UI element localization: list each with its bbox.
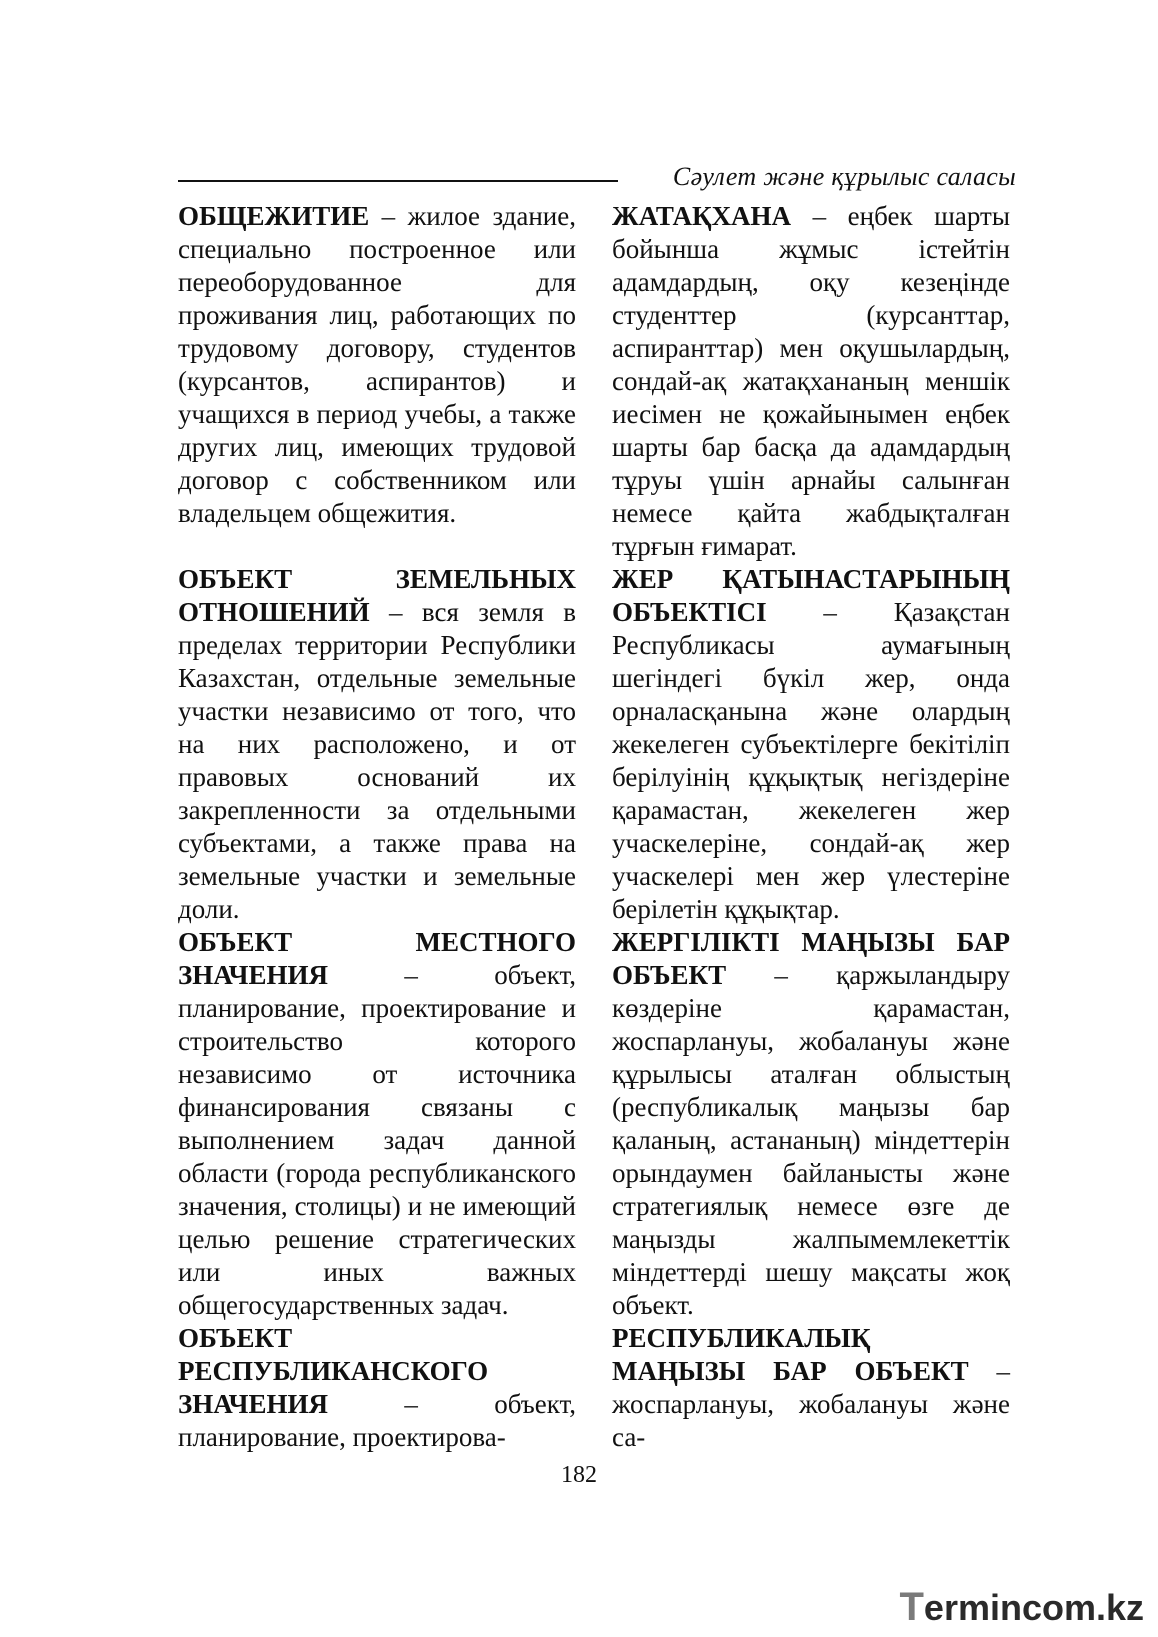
entry-definition: – Қазақстан Республикасы аумағының шегіндегі бүкіл жер, онда орналасқанына және олардың жекелеген субъектілерге бекітіліп берілуінің құқықтық негіздеріне қарамастан, жекелеген жер учаскелеріне, сондай-ақ жер учаскелері мен жер үлестеріне берілетін құқықтар.	[612, 597, 1010, 924]
dictionary-entry	[612, 563, 1010, 926]
dictionary-entry	[178, 200, 576, 530]
entry-definition: – жоспарлануы, жобалануы және са-	[612, 1356, 1010, 1452]
entry-term: ОБЩЕЖИТИЕ	[178, 201, 370, 231]
watermark-initial: T	[899, 1585, 924, 1629]
entry-definition: – вся земля в пределах территории Республики Казахстан, отдельные земельные участки независимо от того, что на них расположено, и от правовых оснований их закрепленности за отдельными субъектами, а также права на земельные участки и земельные доли.	[178, 597, 576, 924]
entry-definition: – қаржыландыру көздеріне қарамастан, жоспарлануы, жобалануы және құрылысы аталған облыстың (республикалық маңызы бар қаланың, астананың) міндеттерін орындаумен байланысты және стратегиялық немесе өзге де маңызды жалпымемлекеттік міндеттерді шешу мақсаты жоқ объект.	[612, 960, 1010, 1320]
header-rule	[178, 180, 618, 182]
entry-definition: – объект, планирование, проектирование и строительство которого независимо от источника финансирования связаны с выполнением задач данной области (города республиканского значения, столицы) и не имеющий целью решение стратегических или иных важных общегосударственных задач.	[178, 960, 576, 1320]
header-title: Сәулет және құрылыс саласы	[672, 162, 1016, 191]
entry-term: ЖАТАҚХАНА	[612, 201, 792, 231]
entry-definition: – объект, планирование, проектирова-	[178, 1389, 576, 1452]
dictionary-entry	[612, 1322, 1010, 1454]
watermark-logo	[899, 1585, 1144, 1630]
dictionary-entry	[612, 926, 1010, 1322]
entry-term: ОБЪЕКТ РЕСПУБЛИКАНСКОГО ЗНАЧЕНИЯ	[178, 1323, 489, 1419]
entry-definition: – еңбек шарты бойынша жұмыс істейтін адамдардың, оқу кезеңінде студенттер (курсанттар, аспиранттар) мен оқушылардың, сондай-ақ жатақхананың меншік иесімен не қожайынымен еңбек шарты бар басқа да адамдардың тұруы үшін арнайы салынған немесе қайта жабдықталған тұрғын ғимарат.	[612, 201, 1010, 561]
dictionary-entry	[178, 563, 576, 926]
entry-term: РЕСПУБЛИКАЛЫҚ МАҢЫЗЫ БАР ОБЪЕКТ	[612, 1323, 969, 1386]
left-column	[178, 200, 576, 1454]
dictionary-entry	[612, 200, 1010, 563]
entry-term: ЖЕРГІЛІКТІ МАҢЫЗЫ БАР ОБЪЕКТ	[612, 927, 1010, 990]
dictionary-entry	[178, 1322, 576, 1454]
entry-term: ЖЕР ҚАТЫНАСТАРЫНЫҢ ОБЪЕКТІСІ	[612, 564, 1010, 627]
watermark-text: ermincom.kz	[923, 1587, 1144, 1628]
entry-term: ОБЪЕКТ МЕСТНОГО ЗНАЧЕНИЯ	[178, 927, 576, 990]
running-header	[178, 160, 1016, 200]
right-column	[612, 200, 1010, 1454]
entry-definition: – жилое здание, специально построенное или переоборудованное для проживания лиц, работающих по трудовому договору, студентов (курсантов, аспирантов) и учащихся в период учебы, а также других лиц, имеющих трудовой договор с собственником или владельцем общежития.	[178, 201, 576, 528]
page-number: 182	[561, 1462, 597, 1488]
dictionary-entry	[178, 926, 576, 1322]
entry-term: ОБЪЕКТ ЗЕМЕЛЬНЫХ ОТНОШЕНИЙ	[178, 564, 576, 627]
